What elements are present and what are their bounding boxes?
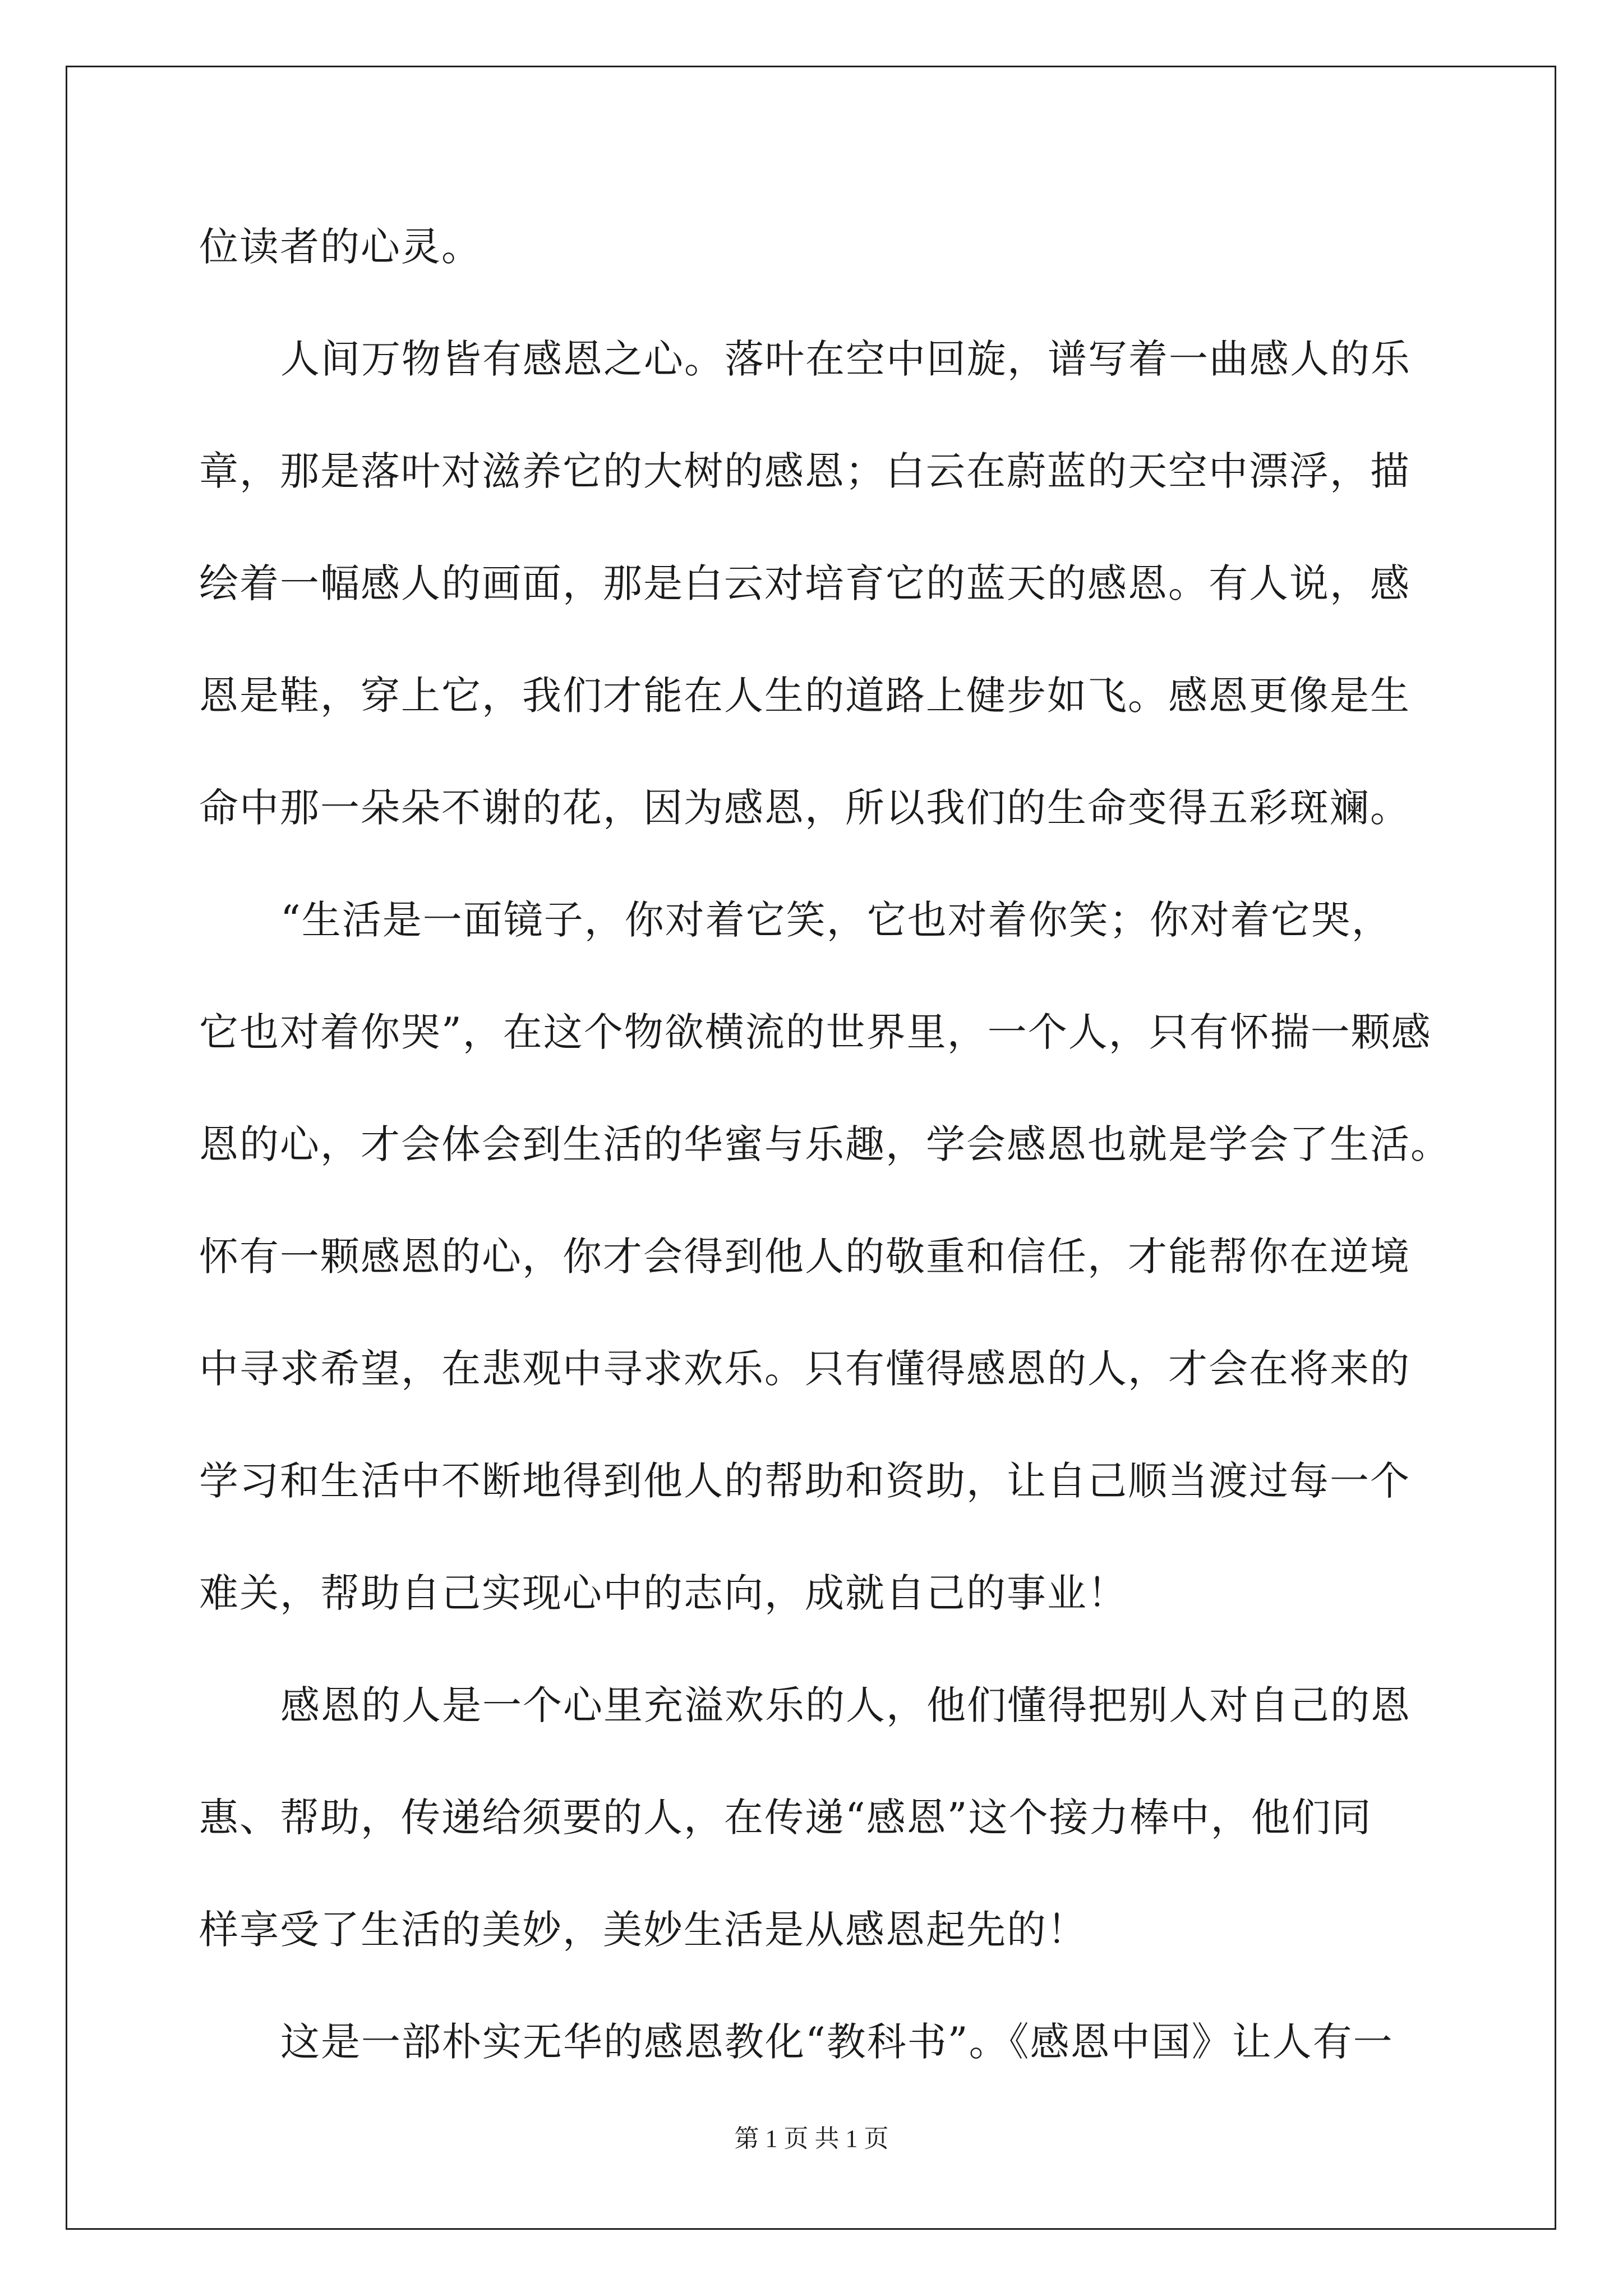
text-line: 它也对着你哭”，在这个物欲横流的世界里，一个人，只有怀揣一颗感 xyxy=(199,1009,1432,1055)
text-line: 中寻求希望，在悲观中寻求欢乐。只有懂得感恩的人，才会在将来的 xyxy=(199,1346,1410,1392)
text-line: 恩是鞋，穿上它，我们才能在人生的道路上健步如飞。感恩更像是生 xyxy=(199,673,1410,719)
text-line: 绘着一幅感人的画面，那是白云对培育它的蓝天的感恩。有人说，感 xyxy=(199,560,1410,606)
text-line: 惠、帮助，传递给须要的人，在传递“感恩”这个接力棒中，他们同 xyxy=(199,1795,1372,1841)
paragraph-start-line: 人间万物皆有感恩之心。落叶在空中回旋，谱写着一曲感人的乐 xyxy=(280,336,1411,382)
text-line: 怀有一颗感恩的心，你才会得到他人的敬重和信任，才能帮你在逆境 xyxy=(199,1234,1410,1280)
text-line: 难关，帮助自己实现心中的志向，成就自己的事业！ xyxy=(199,1570,1128,1616)
text-line: 命中那一朵朵不谢的花，因为感恩，所以我们的生命变得五彩斑斓。 xyxy=(199,785,1410,831)
document-body xyxy=(199,191,1478,2098)
paragraph-start-line: 这是一部朴实无华的感恩教化“教科书”。《感恩中国》让人有一 xyxy=(280,2019,1394,2065)
text-line: 章，那是落叶对滋养它的大树的感恩；白云在蔚蓝的天空中漂浮，描 xyxy=(199,448,1410,494)
page-footer: 第 1 页 共 1 页 xyxy=(734,2125,889,2152)
text-line: 样享受了生活的美妙，美妙生活是从感恩起先的！ xyxy=(199,1907,1087,1953)
text-line: 学习和生活中不断地得到他人的帮助和资助，让自己顺当渡过每一个 xyxy=(199,1458,1410,1504)
paragraph-start-line: “生活是一面镜子，你对着它笑，它也对着你笑；你对着它哭， xyxy=(280,897,1392,943)
paragraph-start-line: 感恩的人是一个心里充溢欢乐的人，他们懂得把别人对自己的恩 xyxy=(280,1682,1411,1728)
text-line: 恩的心，才会体会到生活的华蜜与乐趣，学会感恩也就是学会了生活。 xyxy=(199,1121,1451,1167)
text-line: 位读者的心灵。 xyxy=(199,224,482,270)
